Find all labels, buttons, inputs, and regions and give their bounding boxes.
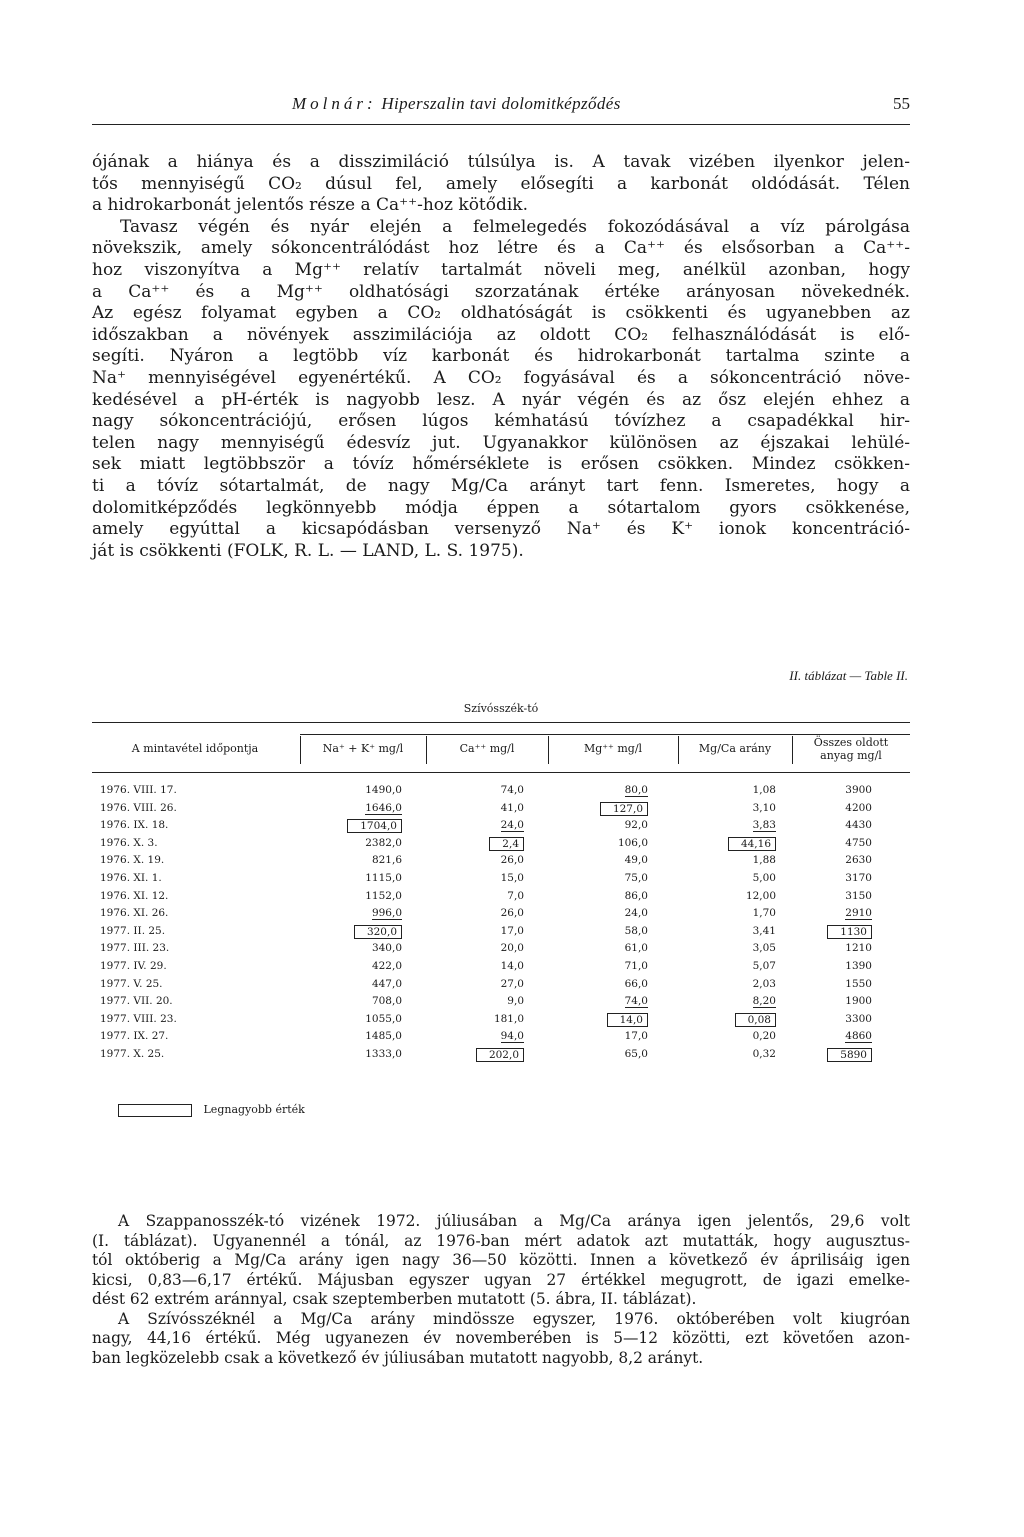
cell-value: 20,0 (500, 942, 524, 955)
body-line: növekszik, amely sókoncentrálódást hoz létre és a Ca⁺⁺ és elsősorban a Ca⁺⁺- (92, 238, 910, 259)
body-line: Tavasz végén és nyár elején a felmelegedés fokozódásával a víz párolgása (120, 216, 910, 237)
table-row (92, 890, 910, 907)
cell-value: 15,0 (500, 872, 524, 884)
cell-value: 127,0 (600, 802, 648, 816)
cell-value: 61,0 (624, 942, 648, 955)
body-line: telen nagy mennyiségű édesvíz jut. Ugyanakkor különösen az éjszakai lehülé- (92, 432, 910, 453)
table-row (92, 784, 910, 801)
table-row (92, 995, 910, 1012)
cell-date: 1977. VII. 20. (100, 995, 173, 1008)
body-line: Az egész folyamat egyben a CO₂ oldhatóságát is csökkenti és ugyanebben az (92, 303, 910, 324)
cell-date: 1976. XI. 12. (100, 889, 169, 902)
cell-value: 26,0 (500, 854, 524, 867)
body-line: nagy sókoncentrációjú, erősen lúgos kémhatású tóvízhez a csapadékkal hir- (92, 411, 910, 432)
cell-value: 3900 (845, 784, 872, 796)
running-head (92, 92, 910, 125)
table-row (92, 925, 910, 942)
body-line: a hidrokarbonát jelentős része a Ca⁺⁺-hoz kötődik. (92, 195, 529, 216)
table-rule-group (300, 734, 910, 735)
cell-value: 2630 (845, 854, 872, 867)
body-line: ójának a hiánya és a disszimiláció túlsúlya is. A tavak vizében ilyenkor jelen- (92, 152, 910, 172)
table-row (92, 802, 910, 819)
cell-value: 49,0 (624, 854, 648, 867)
cell-value: 996,0 (371, 907, 402, 920)
table-row (92, 942, 910, 959)
body-text (92, 152, 910, 562)
cell-value: 340,0 (371, 942, 402, 955)
cell-date: 1977. IX. 27. (100, 1030, 169, 1043)
table-row (92, 1013, 910, 1030)
cell-value: 4860 (845, 1030, 872, 1043)
cell-date: 1977. IV. 29. (100, 960, 167, 972)
cell-value: 8,20 (752, 995, 776, 1008)
cell-value: 1152,0 (365, 889, 402, 902)
cell-date: 1976. X. 3. (100, 836, 158, 849)
page-number: 55 (893, 94, 910, 113)
cell-date: 1977. VIII. 23. (100, 1012, 177, 1025)
cell-value: 65,0 (624, 1048, 648, 1060)
cell-value: 5,07 (752, 960, 776, 972)
cell-value: 1390 (845, 960, 872, 972)
after-line: ban legközelebb csak a következő év júliusában mutatott nagyobb, 8,2 arányt. (92, 1348, 704, 1367)
cell-value: 5890 (827, 1048, 872, 1062)
cell-value: 44,16 (728, 837, 776, 851)
body-line: ti a tóvíz sótartalmát, de nagy Mg/Ca arányt tart fenn. Ismeretes, hogy a (92, 475, 910, 496)
body-line: ját is csökkenti (FOLK, R. L. — LAND, L. S. 1975). (92, 540, 524, 561)
cell-value: 1646,0 (365, 801, 402, 814)
cell-value: 12,00 (745, 889, 776, 902)
cell-value: 1333,0 (365, 1048, 402, 1060)
after-line: A Szívósszéknél a Mg/Ca arány mindössze egyszer, 1976. októberében volt kiugróan (118, 1309, 910, 1328)
cell-value: 1900 (845, 995, 872, 1008)
cell-value: 3170 (845, 872, 872, 884)
table-rule-top (92, 722, 910, 723)
cell-value: 422,0 (371, 960, 402, 972)
table-row (92, 978, 910, 995)
cell-value: 320,0 (354, 925, 402, 939)
cell-value: 71,0 (624, 960, 648, 972)
cell-value: 24,0 (624, 907, 648, 920)
cell-value: 4200 (845, 801, 872, 814)
cell-date: 1977. X. 25. (100, 1048, 165, 1060)
after-text (92, 1212, 910, 1368)
cell-value: 1,08 (752, 784, 776, 796)
cell-value: 2,03 (752, 977, 776, 990)
body-line: kedésével a pH-érték is nagyobb lesz. A nyár végén és az ősz elején ehhez a (92, 389, 910, 410)
col-header-na-k: Na⁺ + K⁺ mg/l (322, 742, 404, 755)
body-line: tős mennyiségű CO₂ dúsul fel, amely elősegíti a karbonát oldódását. Télen (92, 173, 910, 194)
after-line: kicsi, 0,83—6,17 értékű. Májusban egyszer ugyan 27 értékkel megugrott, de igazi emelke- (92, 1270, 910, 1289)
cell-date: 1976. XI. 1. (100, 872, 162, 884)
body-line: a Ca⁺⁺ és a Mg⁺⁺ oldhatósági szorzatának értéke arányosan növekednék. (92, 281, 910, 302)
col-header-ca: Ca⁺⁺ mg/l (459, 742, 515, 755)
cell-value: 1055,0 (365, 1012, 402, 1025)
body-line: hoz viszonyítva a Mg⁺⁺ relatív tartalmát növeli meg, anélkül azonban, hogy (92, 259, 910, 280)
legend-box-icon (118, 1104, 192, 1117)
cell-value: 74,0 (500, 784, 524, 796)
cell-value: 17,0 (624, 1030, 648, 1043)
body-line: időszakban a növények asszimilációja az oldott CO₂ felhasználódását is elő- (92, 324, 910, 345)
table-row (92, 960, 910, 977)
body-line: Na⁺ mennyiségével egyenértékű. A CO₂ fogyásával és a sókoncentráció növe- (92, 367, 910, 388)
cell-value: 5,00 (752, 872, 776, 884)
cell-value: 3,83 (752, 819, 776, 832)
cell-value: 26,0 (500, 907, 524, 920)
col-header-mg-ca: Mg/Ca arány (698, 742, 772, 755)
cell-value: 4430 (845, 819, 872, 832)
table-legend (118, 1103, 305, 1117)
cell-value: 1550 (845, 977, 872, 990)
after-line: tól októberig a Mg/Ca arány igen nagy 36—50 közötti. Innen a következő év áprilisáig igen (92, 1251, 910, 1269)
table-caption: II. táblázat — Table II. (789, 668, 908, 683)
cell-value: 821,6 (371, 854, 402, 867)
table-rule-header (92, 772, 910, 773)
cell-date: 1977. V. 25. (100, 977, 163, 990)
cell-value: 94,0 (500, 1030, 524, 1043)
cell-value: 58,0 (624, 924, 648, 937)
table-row (92, 907, 910, 924)
cell-value: 86,0 (624, 889, 648, 902)
running-head-author: Molnár: (292, 94, 377, 113)
cell-value: 24,0 (500, 819, 524, 832)
cell-value: 1485,0 (365, 1030, 402, 1043)
cell-value: 74,0 (624, 995, 648, 1008)
cell-value: 9,0 (507, 995, 524, 1008)
cell-value: 708,0 (371, 995, 402, 1008)
legend-label: Legnagyobb érték (203, 1103, 305, 1116)
cell-date: 1977. III. 23. (100, 942, 170, 955)
body-line: dolomitképződés legkönnyebb módja éppen a sótartalom gyors csökkenése, (92, 497, 910, 518)
cell-value: 80,0 (624, 784, 648, 796)
cell-value: 1,70 (752, 907, 776, 920)
cell-value: 1704,0 (347, 819, 402, 833)
cell-value: 14,0 (607, 1013, 648, 1027)
body-line: segíti. Nyáron a legtöbb víz karbonát és hidrokarbonát tartalma szinte a (92, 346, 910, 367)
body-line: sek miatt legtöbbször a tóvíz hőmérséklete is erősen csökken. Mindez csökken- (92, 454, 910, 475)
after-line: nagy, 44,16 értékű. Még ugyanezen év novemberében is 5—12 közötti, ezt követően azon- (92, 1329, 910, 1347)
cell-value: 1210 (845, 942, 872, 955)
cell-value: 3,05 (752, 942, 776, 955)
col-header-date: A mintavétel időpontja (131, 742, 259, 755)
cell-value: 66,0 (624, 977, 648, 990)
cell-value: 14,0 (500, 960, 524, 972)
cell-value: 17,0 (500, 924, 524, 937)
after-line: dést 62 extrém aránnyal, csak szeptemberben mutatott (5. ábra, II. táblázat). (92, 1290, 697, 1308)
table-row (92, 854, 910, 871)
running-head-title: Hiperszalin tavi dolomitképződés (381, 94, 621, 113)
cell-value: 41,0 (500, 801, 524, 814)
cell-date: 1977. II. 25. (100, 924, 166, 937)
cell-value: 1130 (827, 925, 872, 939)
cell-value: 1,88 (752, 854, 776, 867)
cell-value: 2,4 (489, 837, 524, 851)
cell-value: 4750 (845, 836, 872, 849)
table-row (92, 1030, 910, 1047)
cell-value: 202,0 (476, 1048, 524, 1062)
col-header-total: Összes oldott anyag mg/l (813, 736, 889, 762)
body-line: amely egyúttal a kicsapódásban versenyző Na⁺ és K⁺ ionok koncentráció- (92, 519, 910, 540)
col-header-mg: Mg⁺⁺ mg/l (583, 742, 643, 755)
cell-value: 0,20 (752, 1030, 776, 1043)
cell-date: 1976. IX. 18. (100, 819, 169, 832)
table-row (92, 837, 910, 854)
cell-value: 106,0 (617, 836, 648, 849)
table-row (92, 1048, 910, 1065)
cell-value: 2910 (845, 907, 872, 920)
cell-date: 1976. VIII. 17. (100, 784, 177, 796)
table-group-heading: Szívósszék-tó (463, 702, 539, 715)
cell-date: 1976. X. 19. (100, 854, 165, 867)
cell-value: 1490,0 (365, 784, 402, 796)
cell-value: 3,41 (752, 924, 776, 937)
cell-value: 27,0 (500, 977, 524, 990)
cell-value: 2382,0 (365, 836, 402, 849)
cell-value: 1115,0 (365, 872, 402, 884)
cell-value: 181,0 (493, 1012, 524, 1025)
cell-value: 0,32 (752, 1048, 776, 1060)
after-line: (I. táblázat). Ugyanennél a tónál, az 1976-ban mért adatok azt mutatták, hogy augusztus- (92, 1231, 910, 1250)
after-line: A Szappanosszék-tó vizének 1972. júliusában a Mg/Ca aránya igen jelentős, 29,6 volt (118, 1212, 910, 1230)
cell-value: 92,0 (624, 819, 648, 832)
cell-value: 75,0 (624, 872, 648, 884)
cell-date: 1976. XI. 26. (100, 907, 169, 920)
cell-value: 3300 (845, 1012, 872, 1025)
table-row (92, 819, 910, 836)
cell-value: 7,0 (507, 889, 524, 902)
cell-value: 3,10 (752, 801, 776, 814)
cell-value: 0,08 (735, 1013, 776, 1027)
table-row (92, 872, 910, 889)
cell-date: 1976. VIII. 26. (100, 801, 177, 814)
cell-value: 447,0 (371, 977, 402, 990)
cell-value: 3150 (845, 889, 872, 902)
